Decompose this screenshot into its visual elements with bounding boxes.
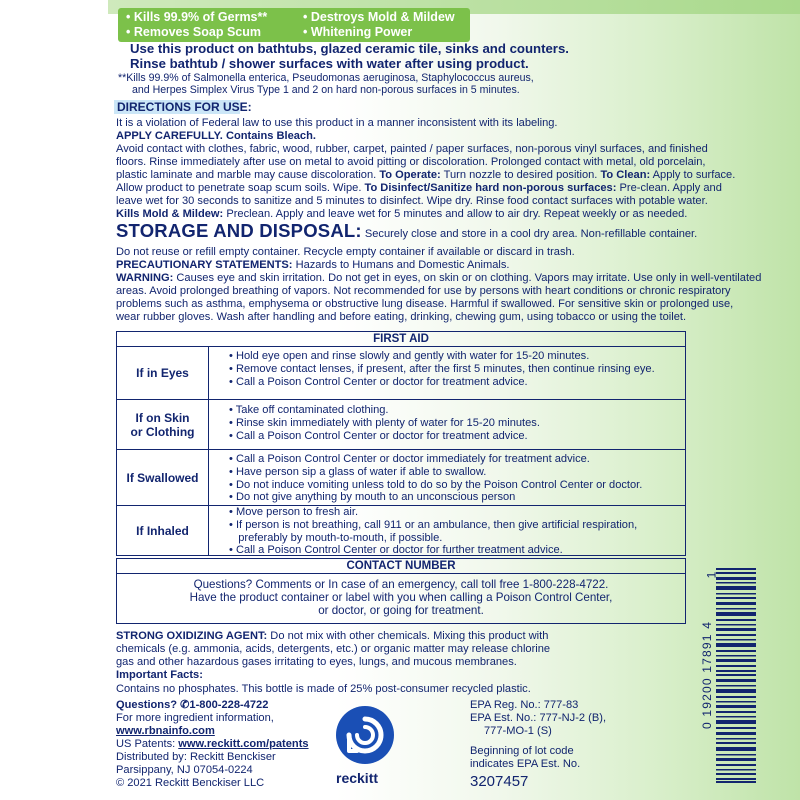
first-aid-category: If Swallowed bbox=[117, 450, 209, 505]
first-aid-items bbox=[229, 453, 679, 504]
questions-label: Questions? bbox=[116, 699, 178, 711]
precautionary-text: Hazards to Humans and Domestic Animals. bbox=[292, 259, 510, 271]
claims-box bbox=[118, 8, 470, 42]
first-aid-items bbox=[229, 404, 679, 442]
clean-text: Apply to surface. bbox=[650, 169, 736, 181]
disinfect-label: To Disinfect/Sanitize hard non-porous surfaces: bbox=[364, 182, 617, 194]
important-heading: Important Facts: bbox=[116, 669, 203, 681]
contact-title: CONTACT NUMBER bbox=[117, 559, 685, 574]
oxidizing-line-1 bbox=[116, 630, 548, 643]
lot-code-note-2: indicates EPA Est. No. bbox=[470, 758, 581, 770]
first-aid-title: FIRST AID bbox=[117, 332, 685, 347]
warning-text: Causes eye and skin irritation. Do not get in eyes, on skin or on clothing. Vapors may irritate. Use only in well-ventilated bbox=[173, 272, 762, 284]
patents-label: US Patents: bbox=[116, 738, 179, 750]
first-aid-category: If on Skin or Clothing bbox=[117, 400, 209, 449]
first-aid-items bbox=[229, 350, 679, 388]
use-line-1: Use this product on bathtubs, glazed ceramic tile, sinks and counters. bbox=[130, 41, 569, 56]
first-aid-item: • Have person sip a glass of water if able to swallow. bbox=[229, 465, 487, 478]
storage-heading: STORAGE AND DISPOSAL: bbox=[116, 220, 362, 241]
first-aid-item: • Call a Poison Control Center or doctor for further treatment advice. bbox=[229, 544, 563, 557]
patents-link[interactable]: www.reckitt.com/patents bbox=[178, 738, 309, 750]
contact-table bbox=[116, 558, 686, 624]
violation-text: It is a violation of Federal law to use this product in a manner inconsistent with its labeling. bbox=[116, 117, 558, 129]
oxidizing-text: Do not mix with other chemicals. Mixing this product with bbox=[267, 630, 549, 642]
contact-line-1: Questions? Comments or In case of an emergency, call toll free 1-800-228-4722. bbox=[193, 578, 609, 591]
barcode-check-digit: 1 bbox=[704, 571, 719, 579]
first-aid-row-inhaled bbox=[117, 506, 685, 555]
contact-line-3: or doctor, or going for treatment. bbox=[318, 604, 484, 617]
directions-heading: DIRECTIONS FOR USE: bbox=[117, 100, 252, 114]
phone-icon: ✆ bbox=[180, 699, 190, 711]
first-aid-row-swallowed bbox=[117, 450, 685, 506]
first-aid-row-skin bbox=[117, 400, 685, 450]
first-aid-item: • Do not give anything by mouth to an unconscious person bbox=[229, 491, 516, 504]
use-line-2: Rinse bathtub / shower surfaces with water after using product. bbox=[130, 56, 529, 71]
footnote-line-2: and Herpes Simplex Virus Type 1 and 2 on hard non-porous surfaces in 5 minutes. bbox=[132, 84, 520, 96]
directions-line-3 bbox=[116, 169, 735, 182]
first-aid-item: • Move person to fresh air. bbox=[229, 506, 359, 518]
first-aid-item: • Do not induce vomiting unless told to do so by the Poison Control Center or doctor. bbox=[229, 478, 643, 491]
barcode-icon bbox=[716, 568, 756, 783]
first-aid-items bbox=[229, 506, 679, 557]
operate-label: To Operate: bbox=[379, 169, 441, 181]
clean-label: To Clean: bbox=[600, 169, 651, 181]
claim-destroys-mold: • Destroys Mold & Mildew bbox=[303, 10, 455, 24]
first-aid-item: • Rinse skin immediately with plenty of water for 15-20 minutes. bbox=[229, 416, 540, 429]
warning-label: WARNING: bbox=[116, 272, 174, 284]
questions-line bbox=[116, 699, 268, 712]
storage-text-1: Securely close and store in a cool dry area. Non-refillable container. bbox=[361, 228, 698, 240]
ingredient-site-link[interactable]: www.rbnainfo.com bbox=[116, 725, 215, 737]
first-aid-item: • Call a Poison Control Center or doctor immediately for treatment advice. bbox=[229, 453, 590, 465]
directions-line-4 bbox=[116, 182, 722, 195]
first-aid-item: • Hold eye open and rinse slowly and gently with water for 15-20 minutes. bbox=[229, 350, 590, 362]
distributed-by: Distributed by: Reckitt Benckiser bbox=[116, 751, 276, 763]
barcode-digits: 0 19200 17891 4 bbox=[700, 620, 714, 730]
mold-text: Preclean. Apply and leave wet for 5 minutes and allow to air dry. Repeat weekly or as needed. bbox=[223, 208, 688, 220]
mold-label: Kills Mold & Mildew: bbox=[116, 208, 224, 220]
storage-line-1 bbox=[116, 220, 698, 241]
first-aid-item: • Call a Poison Control Center or doctor for treatment advice. bbox=[229, 429, 528, 442]
storage-line-2: Do not reuse or refill empty container. Recycle empty container if available or discard in trash. bbox=[116, 246, 575, 258]
oxidizing-label: STRONG OXIDIZING AGENT: bbox=[116, 630, 268, 642]
epa-est-1: EPA Est. No.: 777-NJ-2 (B), bbox=[470, 712, 607, 724]
important-text: Contains no phosphates. This bottle is made of 25% post-consumer recycled plastic. bbox=[116, 683, 531, 695]
precautionary-line bbox=[116, 259, 510, 272]
footnote-line-1: **Kills 99.9% of Salmonella enterica, Pseudomonas aeruginosa, Staphylococcus aureus, bbox=[118, 72, 534, 84]
brand-name: reckitt bbox=[336, 770, 379, 786]
warning-line-4: wear rubber gloves. Wash after handling and before eating, drinking, chewing gum, using tobacco or using the toilet. bbox=[116, 311, 687, 323]
operate-pre: plastic laminate and marble may cause discoloration. bbox=[116, 169, 380, 181]
directions-heading-bar bbox=[114, 100, 252, 114]
questions-phone: 1-800-228-4722 bbox=[189, 699, 269, 711]
epa-reg: EPA Reg. No.: 777-83 bbox=[470, 699, 579, 711]
contact-line-2: Have the product container or label with you when calling a Poison Control Center, bbox=[189, 591, 613, 604]
reckitt-logo-icon bbox=[335, 705, 395, 765]
lot-code-note-1: Beginning of lot code bbox=[470, 745, 574, 757]
directions-line-1: Avoid contact with clothes, fabric, wood, rubber, carpet, painted / paper surfaces, non-porous vinyl surfaces, and finished bbox=[116, 143, 708, 155]
oxidizing-line-2: chemicals (e.g. ammonia, acids, detergents, etc.) or organic matter may release chlorine bbox=[116, 643, 551, 655]
first-aid-table bbox=[116, 331, 686, 556]
operate-text: Turn nozzle to desired position. bbox=[440, 169, 601, 181]
claim-whitening-power: • Whitening Power bbox=[303, 25, 413, 39]
first-aid-item: • Remove contact lenses, if present, after the first 5 minutes, then continue rinsing eye. bbox=[229, 362, 655, 375]
first-aid-item: • Take off contaminated clothing. bbox=[229, 404, 389, 416]
warning-line bbox=[116, 272, 761, 285]
first-aid-category: If Inhaled bbox=[117, 506, 209, 555]
disinfect-text: Pre-clean. Apply and bbox=[616, 182, 722, 194]
ingredient-info: For more ingredient information, bbox=[116, 712, 274, 724]
disinfect-pre: Allow product to penetrate soap scum soils. Wipe. bbox=[116, 182, 365, 194]
first-aid-item: • Call a Poison Control Center or doctor for treatment advice. bbox=[229, 375, 528, 388]
precautionary-label: PRECAUTIONARY STATEMENTS: bbox=[116, 259, 293, 271]
distributor-address: Parsippany, NJ 07054-0224 bbox=[116, 764, 253, 776]
apply-carefully: APPLY CAREFULLY. Contains Bleach. bbox=[116, 130, 316, 142]
claim-removes-soap-scum: • Removes Soap Scum bbox=[126, 25, 261, 39]
first-aid-category: If in Eyes bbox=[117, 346, 209, 399]
directions-line-5: leave wet for 30 seconds to sanitize and 5 minutes to disinfect. Wipe dry. Rinse food contact surfaces with potable water. bbox=[116, 195, 708, 207]
directions-line-2: floors. Rinse immediately after use on metal to avoid pitting or discoloration. Prolonged contact with metal, old porcelain, bbox=[116, 156, 706, 168]
first-aid-item: preferably by mouth-to-mouth, if possible. bbox=[229, 531, 443, 544]
claim-kills-germs: • Kills 99.9% of Germs** bbox=[126, 10, 268, 24]
warning-line-3: problems such as asthma, emphysema or obstructive lung disease. Harmful if swallowed. For sensitive skin or prolonged use, bbox=[116, 298, 734, 310]
first-aid-item: • If person is not breathing, call 911 or an ambulance, then give artificial respiration, bbox=[229, 518, 638, 531]
lot-code: 3207457 bbox=[470, 773, 529, 790]
first-aid-row-eyes bbox=[117, 346, 685, 400]
copyright: © 2021 Reckitt Benckiser LLC bbox=[116, 777, 265, 789]
warning-line-2: areas. Avoid prolonged breathing of vapors. Not recommended for use by persons with heart conditions or chronic respiratory bbox=[116, 285, 731, 297]
patents-line bbox=[116, 738, 309, 751]
oxidizing-line-3: gas and other hazardous gases irritating to eyes, lungs, and mucous membranes. bbox=[116, 656, 517, 668]
epa-est-2: 777-MO-1 (S) bbox=[484, 725, 552, 737]
